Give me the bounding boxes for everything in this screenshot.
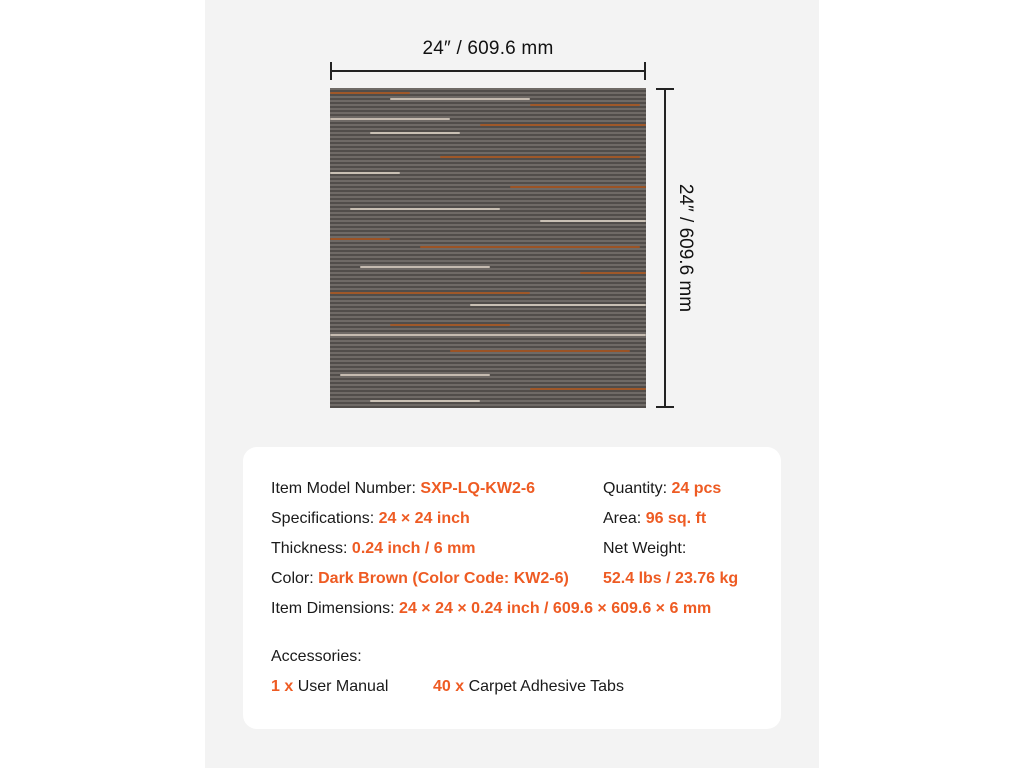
carpet-stripe xyxy=(360,266,490,268)
weight-label: Net Weight: xyxy=(603,540,687,557)
accessory-name: User Manual xyxy=(293,678,389,695)
carpet-stripe xyxy=(330,334,646,336)
spec-specifications xyxy=(271,510,470,528)
spec-net-weight-value xyxy=(603,570,738,588)
carpet-stripe xyxy=(540,220,646,222)
accessories-title-text: Accessories: xyxy=(271,648,362,665)
spec-quantity xyxy=(603,480,721,498)
accessory-name: Carpet Adhesive Tabs xyxy=(464,678,624,695)
carpet-stripe xyxy=(390,324,510,326)
spec-color xyxy=(271,570,569,588)
carpet-stripe xyxy=(330,118,450,120)
carpet-stripe xyxy=(510,186,646,188)
spec-net-weight-label xyxy=(603,540,686,558)
spec-area xyxy=(603,510,706,528)
spec-card xyxy=(243,447,781,729)
accessory-qty: 40 x xyxy=(433,678,465,695)
height-dimension-text: 24″ / 609.6 mm xyxy=(675,183,696,313)
height-dimension-cap-top xyxy=(656,88,674,90)
carpet-stripe xyxy=(370,132,460,134)
width-dimension-line xyxy=(330,70,646,72)
carpet-stripe xyxy=(390,98,530,100)
carpet-tile-image xyxy=(330,88,646,408)
accessory-item xyxy=(271,678,388,696)
carpet-stripe xyxy=(480,124,646,126)
carpet-stripe xyxy=(450,350,630,352)
carpet-stripe xyxy=(330,92,410,94)
thickness-label: Thickness: xyxy=(271,540,352,557)
carpet-stripe xyxy=(470,304,646,306)
spec-thickness xyxy=(271,540,476,558)
model-label: Item Model Number: xyxy=(271,480,421,497)
model-value: SXP-LQ-KW2-6 xyxy=(420,480,536,497)
carpet-stripe xyxy=(330,172,400,174)
dimensions-label: Item Dimensions: xyxy=(271,600,400,617)
color-value: Dark Brown (Color Code: KW2-6) xyxy=(318,570,569,587)
specifications-label: Specifications: xyxy=(271,510,379,527)
spec-model-number xyxy=(271,480,535,498)
width-dimension-cap-right xyxy=(644,62,646,80)
specifications-value: 24 × 24 inch xyxy=(378,510,470,527)
carpet-stripe xyxy=(440,156,640,158)
carpet-stripe xyxy=(340,374,490,376)
spec-item-dimensions xyxy=(271,600,711,618)
dimensions-value: 24 × 24 × 0.24 inch / 609.6 × 609.6 × 6 mm xyxy=(399,600,712,617)
weight-value: 52.4 lbs / 23.76 kg xyxy=(603,570,739,587)
quantity-value: 24 pcs xyxy=(671,480,722,497)
height-dimension-cap-bottom xyxy=(656,406,674,408)
color-label: Color: xyxy=(271,570,319,587)
accessories-title xyxy=(271,648,362,666)
carpet-stripe xyxy=(530,388,646,390)
width-dimension-cap-left xyxy=(330,62,332,80)
carpet-stripe xyxy=(420,246,640,248)
quantity-label: Quantity: xyxy=(603,480,672,497)
area-value: 96 sq. ft xyxy=(645,510,707,527)
thickness-value: 0.24 inch / 6 mm xyxy=(351,540,476,557)
accessory-item xyxy=(433,678,624,696)
carpet-stripe xyxy=(350,208,500,210)
carpet-stripe xyxy=(370,400,480,402)
accessory-qty: 1 x xyxy=(271,678,294,695)
carpet-stripe xyxy=(530,104,640,106)
carpet-stripe xyxy=(330,292,530,294)
width-dimension-label: 24″ / 609.6 mm xyxy=(422,38,554,59)
carpet-stripe xyxy=(580,272,646,274)
area-label: Area: xyxy=(603,510,646,527)
carpet-stripe xyxy=(330,238,390,240)
height-dimension-line xyxy=(664,88,666,408)
